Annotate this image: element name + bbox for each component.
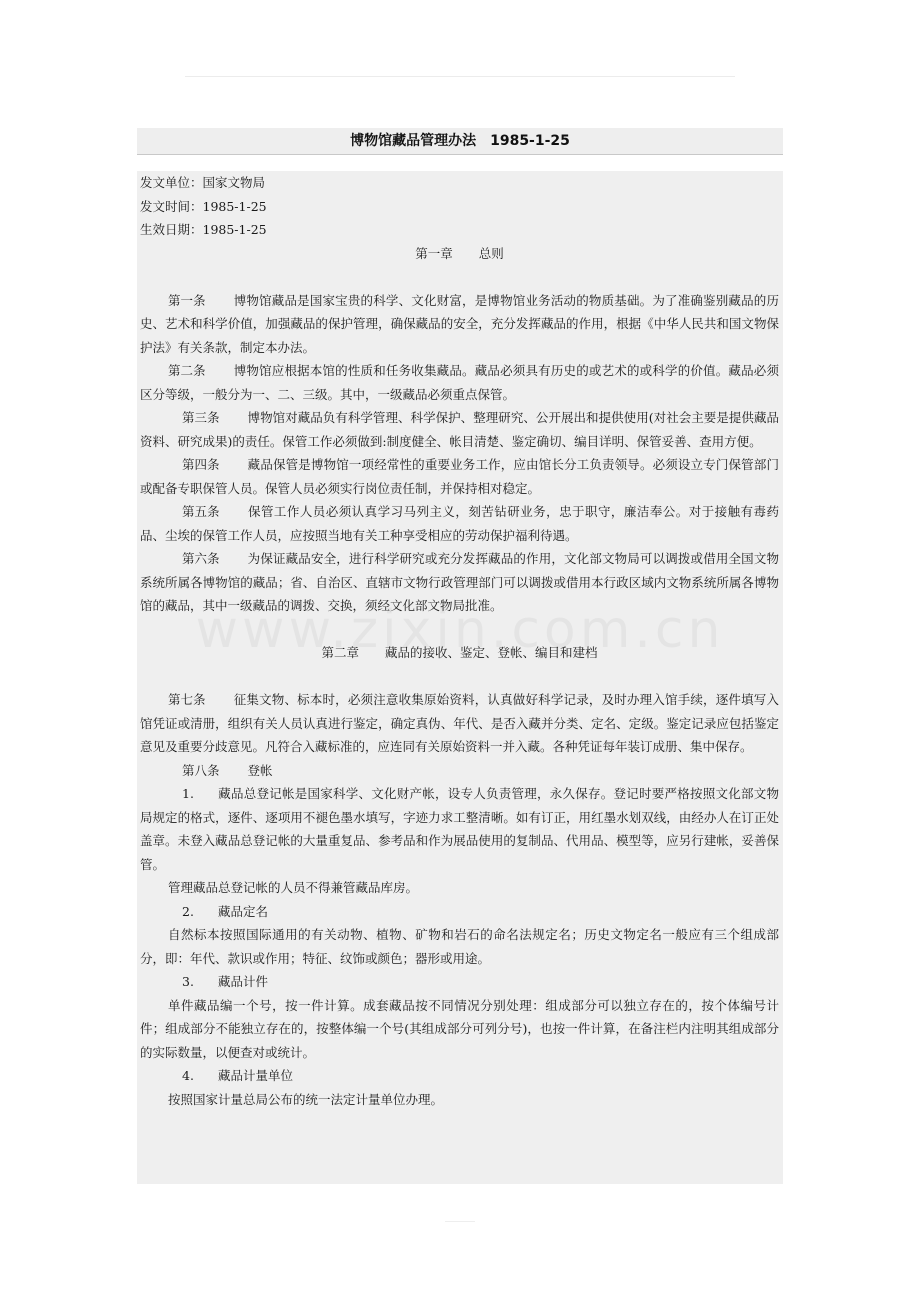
item-2-heading — [140, 900, 779, 924]
article-8-heading — [140, 759, 779, 783]
item-1 — [140, 782, 779, 876]
item-4-heading — [140, 1064, 779, 1088]
article-3-text: 博物馆对藏品负有科学管理、科学保护、整理研究、公开展出和提供使用(对社会主要是提供藏品资料、研究成果)的责任。保管工作必须做到:制度健全、帐目清楚、鉴定确切、编目详明、保管妥善、查用方便。 — [140, 410, 779, 449]
item-4-title: 藏品计量单位 — [217, 1068, 293, 1083]
article-1 — [140, 289, 779, 360]
item-2-num: 2. — [182, 903, 194, 919]
article-7-text: 征集文物、标本时，必须注意收集原始资料，认真做好科学记录，及时办理入馆手续，逐件填写入馆凭证或清册，组织有关人员认真进行鉴定，确定真伪、年代、是否入藏并分类、定名、定级。鉴定记录应包括鉴定意见及重要分歧意见。凡符合入藏标准的，应连同有关原始资料一并入藏。各种凭证每年装订成册、集中保存。 — [140, 692, 779, 754]
document-title: 博物馆藏品管理办法 1985-1-25 — [137, 128, 783, 155]
top-divider — [185, 76, 735, 77]
article-2-text: 博物馆应根据本馆的性质和任务收集藏品。藏品必须具有历史的或艺术的或科学的价值。藏品必须区分等级，一般分为一、二、三级。其中，一级藏品必须重点保管。 — [140, 363, 779, 402]
item-3-title: 藏品计件 — [217, 974, 268, 989]
article-1-num: 第一条 — [168, 292, 206, 308]
meta-effective-date: 生效日期：1985-1-25 — [140, 222, 267, 237]
chapter-1-heading — [140, 242, 779, 266]
article-4-text: 藏品保管是博物馆一项经常性的重要业务工作，应由馆长分工负责领导。必须设立专门保管部门或配备专职保管人员。保管人员必须实行岗位责任制，并保持相对稳定。 — [140, 457, 779, 496]
article-2 — [140, 359, 779, 406]
item-3-heading — [140, 970, 779, 994]
article-4 — [140, 453, 779, 500]
item-1-num: 1. — [182, 786, 194, 801]
item-3-body: 单件藏品编一个号，按一件计算。成套藏品按不同情况分别处理：组成部分可以独立存在的，按个体编号计件；组成部分不能独立存在的，按整体编一个号(其组成部分可列分号)，也按一件计算，在备注栏内注明其组成部分的实际数量，以便查对或统计。 — [140, 997, 779, 1060]
article-5-num: 第五条 — [182, 504, 220, 519]
article-3 — [140, 406, 779, 453]
meta-issue-date: 发文时间：1985-1-25 — [140, 198, 267, 214]
article-2-num: 第二条 — [168, 363, 206, 378]
article-1-text: 博物馆藏品是国家宝贵的科学、文化财富，是博物馆业务活动的物质基础。为了准确鉴别藏品的历史、艺术和科学价值，加强藏品的保护管理，确保藏品的安全，充分发挥藏品的作用，根据《中华人民共和国文物保护法》有关条款，制定本办法。 — [140, 292, 779, 355]
meta-issuer: 发文单位：国家文物局 — [140, 175, 266, 190]
chapter-2-name: 藏品的接收、鉴定、登帐、编目和建档 — [385, 645, 598, 660]
article-8-name: 登帐 — [247, 762, 273, 778]
article-4-num: 第四条 — [182, 457, 220, 472]
article-6-text: 为保证藏品安全，进行科学研究或充分发挥藏品的作用，文化部文物局可以调拨或借用全国文物系统所属各博物馆的藏品；省、自治区、直辖市文物行政管理部门可以调拨或借用本行政区域内文物系统所属各博物馆的藏品，其中一级藏品的调拨、交换，须经文化部文物局批准。 — [140, 551, 779, 613]
footer-divider — [445, 1221, 475, 1222]
item-2-title: 藏品定名 — [217, 903, 268, 919]
item-2-body: 自然标本按照国际通用的有关动物、植物、矿物和岩石的命名法规定名；历史文物定名一般应有三个组成部分，即：年代、款识或作用；特征、纹饰或颜色；器形或用途。 — [140, 927, 779, 966]
article-6 — [140, 547, 779, 618]
article-5-text: 保管工作人员必须认真学习马列主义，刻苦钻研业务，忠于职守，廉洁奉公。对于接触有毒药品、尘埃的保管工作人员，应按照当地有关工种享受相应的劳动保护福利待遇。 — [140, 504, 779, 543]
document-body — [137, 171, 783, 1184]
item-4-num: 4. — [182, 1068, 194, 1083]
item-3-num: 3. — [182, 974, 194, 989]
article-3-num: 第三条 — [182, 410, 220, 425]
article-5 — [140, 500, 779, 547]
chapter-1-name: 总则 — [478, 245, 504, 261]
item-4-body: 按照国家计量总局公布的统一法定计量单位办理。 — [168, 1091, 444, 1107]
article-7 — [140, 688, 779, 759]
chapter-1-num: 第一章 — [415, 245, 453, 261]
chapter-2-num: 第二章 — [321, 645, 359, 660]
chapter-2-heading — [140, 641, 779, 665]
article-7-num: 第七条 — [168, 692, 206, 707]
article-6-num: 第六条 — [182, 551, 220, 566]
item-1-text: 藏品总登记帐是国家科学、文化财产帐，设专人负责管理，永久保存。登记时要严格按照文化部文物局规定的格式，逐件、逐项用不褪色墨水填写，字迹力求工整清晰。如有订正，用红墨水划双线，由经办人在订正处盖章。未登入藏品总登记帐的大量重复品、参考品和作为展品使用的复制品、代用品、模型等，应另行建帐，妥善保管。 — [140, 786, 779, 872]
article-8-num: 第八条 — [182, 762, 220, 778]
item-1-note: 管理藏品总登记帐的人员不得兼管藏品库房。 — [168, 880, 419, 895]
